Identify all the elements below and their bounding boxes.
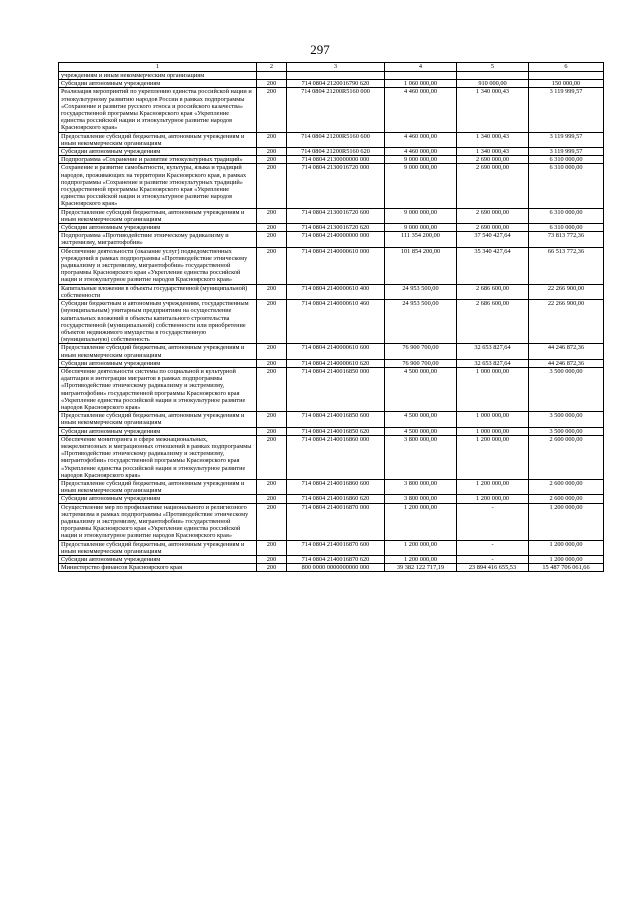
cell-amount-remaining: 3 500 000,00	[529, 412, 604, 427]
cell-amount-executed: 1 000 000,00	[457, 367, 529, 411]
cell-code: 714 0804 2130016720 600	[287, 208, 385, 223]
cell-amount-executed: 910 000,00	[457, 80, 529, 88]
cell-name: Министерство финансов Красноярского края	[59, 564, 257, 572]
column-header: 5	[457, 63, 529, 72]
cell-name: Предоставление субсидий бюджетным, автономным учреждениям и иным некоммерческим организациям	[59, 132, 257, 147]
cell-code: 714 0804 2140000000 000	[287, 232, 385, 247]
cell-name: Осуществление мер по профилактике национального и религиозного экстремизма в рамках подпрограммы «Противодействие этническому радикализму и экстремизму, мигрантофобии» государственной программы Красноярского края «Укрепление единства российской нации и этнокультурное развитие народов Красноярского края»	[59, 503, 257, 540]
cell-name: Подпрограмма «Противодействие этническому радикализму и экстремизму, миграптофобии»	[59, 232, 257, 247]
cell-amount-executed: 2 690 000,00	[457, 224, 529, 232]
cell-name: Субсидии автономным учреждениям	[59, 224, 257, 232]
cell-code: 714 0804 2140016870 000	[287, 503, 385, 540]
cell-code: 714 0804 2140016850 620	[287, 427, 385, 435]
cell-name: Субсидии автономным учреждениям	[59, 427, 257, 435]
cell-name: Подпрограмма «Сохранение и развитие этнокультурных традиций»	[59, 156, 257, 164]
table-row	[59, 479, 604, 494]
cell-ved: 200	[257, 88, 287, 132]
cell-amount-remaining: 3 119 999,57	[529, 88, 604, 132]
cell-amount-plan	[385, 72, 457, 80]
cell-amount-remaining: 73 813 772,36	[529, 232, 604, 247]
cell-name: Обеспечение деятельности (оказание услуг) подведомственных учреждений в рамках подпрограммы «Противодействие этническому радикализму и экстремизму, мигрантофобии» государственной программы Красноярского края «Укрепление единства российской нации и этнокультурное развитие народов Красноярского края»	[59, 247, 257, 284]
cell-amount-plan: 9 000 000,00	[385, 208, 457, 223]
column-header: 2	[257, 63, 287, 72]
cell-code: 714 0804 21200R5160 000	[287, 88, 385, 132]
cell-ved: 200	[257, 427, 287, 435]
table-row	[59, 148, 604, 156]
cell-amount-remaining: 15 487 706 061,66	[529, 564, 604, 572]
cell-amount-remaining: 2 600 000,00	[529, 495, 604, 503]
cell-name: Обеспечение мониторинга в сфере межнациональных, межрелигиозных и миграционных отношений в рамках подпрограммы «Противодействие этническому радикализму и экстремизму, мигрантофобии» государственной программы Красноярского края «Укрепление единства российской нации и этнокультурное развитие народов Красноярского края»	[59, 435, 257, 479]
cell-amount-executed: 1 000 000,00	[457, 412, 529, 427]
cell-amount-plan: 4 500 000,00	[385, 367, 457, 411]
cell-amount-executed: 2 690 000,00	[457, 164, 529, 208]
cell-ved: 200	[257, 300, 287, 344]
cell-amount-remaining: 66 513 772,36	[529, 247, 604, 284]
column-header: 4	[385, 63, 457, 72]
cell-code	[287, 72, 385, 80]
cell-ved: 200	[257, 564, 287, 572]
cell-amount-remaining	[529, 72, 604, 80]
cell-amount-remaining: 3 500 000,00	[529, 427, 604, 435]
cell-amount-executed: 1 340 000,43	[457, 132, 529, 147]
cell-amount-executed: 23 894 416 655,53	[457, 564, 529, 572]
cell-amount-executed: 2 686 600,00	[457, 300, 529, 344]
cell-code: 714 0804 2130000000 000	[287, 156, 385, 164]
cell-name: Субсидии автономным учреждениям	[59, 495, 257, 503]
cell-amount-executed: 2 690 000,00	[457, 156, 529, 164]
cell-ved: 200	[257, 412, 287, 427]
table-row	[59, 412, 604, 427]
table-row	[59, 232, 604, 247]
cell-code: 714 0804 21200R5160 620	[287, 148, 385, 156]
cell-code: 714 0804 2140000610 000	[287, 247, 385, 284]
cell-amount-remaining: 2 600 000,00	[529, 479, 604, 494]
cell-amount-remaining: 22 266 900,00	[529, 300, 604, 344]
cell-ved: 200	[257, 224, 287, 232]
cell-name: Сохранение и развитие самобытности, культуры, языка и традиций народов, проживающих на территории Красноярского края, в рамках подпрограммы «Сохранение и развитие этнокультурных традиций» государственной программы Красноярского края «Укрепление единства российской нации и этнокультурное развитие народов Красноярского края»	[59, 164, 257, 208]
cell-ved: 200	[257, 284, 287, 299]
cell-amount-remaining: 6 310 000,00	[529, 164, 604, 208]
cell-ved: 200	[257, 80, 287, 88]
cell-code: 714 0804 2140016850 000	[287, 367, 385, 411]
table-row	[59, 427, 604, 435]
table-row	[59, 359, 604, 367]
cell-amount-remaining: 44 246 872,36	[529, 344, 604, 359]
cell-amount-executed: -	[457, 556, 529, 564]
cell-amount-plan: 39 382 122 717,19	[385, 564, 457, 572]
cell-amount-executed: 1 200 000,00	[457, 495, 529, 503]
cell-ved	[257, 72, 287, 80]
cell-amount-remaining: 1 200 000,00	[529, 540, 604, 555]
cell-amount-executed: 2 690 000,00	[457, 208, 529, 223]
cell-amount-plan: 4 460 000,00	[385, 88, 457, 132]
cell-ved: 200	[257, 148, 287, 156]
cell-name: Предоставление субсидий бюджетным, автономным учреждениям и иным некоммерческим организациям	[59, 208, 257, 223]
cell-code: 714 0804 2140016870 620	[287, 556, 385, 564]
table-row	[59, 164, 604, 208]
cell-ved: 200	[257, 232, 287, 247]
table-row	[59, 300, 604, 344]
cell-amount-executed: -	[457, 540, 529, 555]
cell-code: 714 0804 2140000610 400	[287, 284, 385, 299]
cell-amount-plan: 4 500 000,00	[385, 412, 457, 427]
cell-amount-remaining: 150 000,00	[529, 80, 604, 88]
cell-amount-plan: 76 900 700,00	[385, 359, 457, 367]
cell-amount-executed: -	[457, 503, 529, 540]
cell-amount-plan: 4 460 000,00	[385, 148, 457, 156]
cell-code: 714 0804 2130016720 620	[287, 224, 385, 232]
cell-amount-remaining: 6 310 000,00	[529, 156, 604, 164]
cell-amount-plan: 1 200 000,00	[385, 503, 457, 540]
table-row	[59, 208, 604, 223]
cell-name: Субсидии автономным учреждениям	[59, 148, 257, 156]
column-header: 6	[529, 63, 604, 72]
cell-amount-plan: 9 000 000,00	[385, 156, 457, 164]
table-row	[59, 284, 604, 299]
table-row	[59, 156, 604, 164]
cell-amount-plan: 1 060 000,00	[385, 80, 457, 88]
cell-ved: 200	[257, 359, 287, 367]
table-row	[59, 435, 604, 479]
cell-name: Обеспечение деятельности системы по социальной и культурной адаптации и интеграции мигрантов в рамках подпрограммы «Противодействие этническому радикализму и экстремизму, мигрантофобии» государственной программы Красноярского края «Укрепление единства российской нации и этнокультурное развитие народов Красноярского края»	[59, 367, 257, 411]
cell-name: Капитальные вложения в объекты государственной (муниципальной) собственности	[59, 284, 257, 299]
table-row	[59, 564, 604, 572]
cell-code: 714 0804 2140016850 600	[287, 412, 385, 427]
table-row	[59, 80, 604, 88]
cell-amount-remaining: 2 600 000,00	[529, 435, 604, 479]
cell-amount-remaining: 1 200 000,00	[529, 556, 604, 564]
cell-ved: 200	[257, 164, 287, 208]
cell-amount-executed: 32 653 827,64	[457, 344, 529, 359]
cell-code: 714 0804 2140000610 460	[287, 300, 385, 344]
cell-amount-plan: 9 000 000,00	[385, 224, 457, 232]
cell-amount-remaining: 3 119 999,57	[529, 148, 604, 156]
cell-amount-plan: 111 354 200,00	[385, 232, 457, 247]
cell-name: Субсидии автономным учреждениям	[59, 556, 257, 564]
cell-name: Субсидии автономным учреждениям	[59, 359, 257, 367]
cell-name: Предоставление субсидий бюджетным, автономным учреждениям и иным некоммерческим организациям	[59, 540, 257, 555]
cell-code: 714 0804 2120016790 620	[287, 80, 385, 88]
table-row	[59, 367, 604, 411]
budget-table	[58, 62, 604, 572]
cell-amount-plan: 3 800 000,00	[385, 435, 457, 479]
cell-ved: 200	[257, 479, 287, 494]
table-row	[59, 503, 604, 540]
cell-ved: 200	[257, 435, 287, 479]
cell-amount-executed: 37 540 427,64	[457, 232, 529, 247]
cell-amount-plan: 24 953 500,00	[385, 284, 457, 299]
table-row	[59, 556, 604, 564]
cell-amount-plan: 1 200 000,00	[385, 540, 457, 555]
cell-ved: 200	[257, 247, 287, 284]
cell-name: Субсидии бюджетным и автономным учреждениям, государственным (муниципальным) унитарным предприятиям на осуществление капитальных вложений в объекты капитального строительства государственной (муниципальной) собственности или приобретение объектов недвижимого имущества в государственную (муниципальную) собственность	[59, 300, 257, 344]
table-row	[59, 132, 604, 147]
table-row	[59, 247, 604, 284]
table-row	[59, 88, 604, 132]
cell-amount-plan: 4 460 000,00	[385, 132, 457, 147]
cell-amount-remaining: 44 246 872,36	[529, 359, 604, 367]
cell-amount-executed: 1 200 000,00	[457, 435, 529, 479]
cell-code: 800 0000 0000000000 000	[287, 564, 385, 572]
cell-code: 714 0804 2140016860 600	[287, 479, 385, 494]
cell-name: Предоставление субсидий бюджетным, автономным учреждениям и иным некоммерческим организациям	[59, 412, 257, 427]
cell-amount-plan: 4 500 000,00	[385, 427, 457, 435]
cell-ved: 200	[257, 344, 287, 359]
cell-amount-executed: 1 200 000,00	[457, 479, 529, 494]
cell-ved: 200	[257, 495, 287, 503]
column-header: 1	[59, 63, 257, 72]
table-header-row	[59, 63, 604, 72]
table-row	[59, 344, 604, 359]
cell-ved: 200	[257, 156, 287, 164]
cell-amount-executed	[457, 72, 529, 80]
cell-code: 714 0804 2140000610 600	[287, 344, 385, 359]
cell-code: 714 0804 2140016870 600	[287, 540, 385, 555]
cell-code: 714 0804 2140000610 620	[287, 359, 385, 367]
table-row	[59, 72, 604, 80]
cell-amount-remaining: 6 310 000,00	[529, 224, 604, 232]
table-row	[59, 540, 604, 555]
table-row	[59, 495, 604, 503]
cell-amount-executed: 35 340 427,64	[457, 247, 529, 284]
cell-amount-plan: 24 953 500,00	[385, 300, 457, 344]
cell-amount-remaining: 3 119 999,57	[529, 132, 604, 147]
cell-name: Предоставление субсидий бюджетным, автономным учреждениям и иным некоммерческим организациям	[59, 344, 257, 359]
cell-amount-plan: 3 800 000,00	[385, 479, 457, 494]
cell-amount-remaining: 22 266 900,00	[529, 284, 604, 299]
cell-code: 714 0804 2140016860 000	[287, 435, 385, 479]
cell-amount-plan: 1 200 000,00	[385, 556, 457, 564]
cell-code: 714 0804 21200R5160 600	[287, 132, 385, 147]
page-number: 297	[310, 42, 330, 57]
cell-amount-plan: 76 900 700,00	[385, 344, 457, 359]
cell-ved: 200	[257, 132, 287, 147]
cell-amount-remaining: 6 310 000,00	[529, 208, 604, 223]
column-header: 3	[287, 63, 385, 72]
cell-ved: 200	[257, 208, 287, 223]
cell-ved: 200	[257, 503, 287, 540]
cell-amount-executed: 2 686 600,00	[457, 284, 529, 299]
cell-amount-executed: 32 653 827,64	[457, 359, 529, 367]
cell-name: Реализация мероприятий по укреплению единства российской нации и этнокультурному развитию народов России в рамках подпрограммы «Сохранение и развитие русского этноса и российского казачества» государственной программы Красноярского края «Укрепление единства российской нации и этнокультурное развитие народов Красноярского края»	[59, 88, 257, 132]
cell-name: учреждениям и иным некоммерческим организациям	[59, 72, 257, 80]
cell-name: Предоставление субсидий бюджетным, автономным учреждениям и иным некоммерческим организациям	[59, 479, 257, 494]
cell-ved: 200	[257, 556, 287, 564]
cell-name: Субсидии автономным учреждениям	[59, 80, 257, 88]
cell-code: 714 0804 2140016860 620	[287, 495, 385, 503]
cell-amount-remaining: 1 200 000,00	[529, 503, 604, 540]
cell-code: 714 0804 2130016720 000	[287, 164, 385, 208]
cell-ved: 200	[257, 367, 287, 411]
cell-amount-remaining: 3 500 000,00	[529, 367, 604, 411]
cell-amount-plan: 101 854 200,00	[385, 247, 457, 284]
cell-amount-plan: 9 000 000,00	[385, 164, 457, 208]
cell-ved: 200	[257, 540, 287, 555]
cell-amount-executed: 1 000 000,00	[457, 427, 529, 435]
cell-amount-plan: 3 800 000,00	[385, 495, 457, 503]
cell-amount-executed: 1 340 000,43	[457, 88, 529, 132]
table-row	[59, 224, 604, 232]
cell-amount-executed: 1 340 000,43	[457, 148, 529, 156]
